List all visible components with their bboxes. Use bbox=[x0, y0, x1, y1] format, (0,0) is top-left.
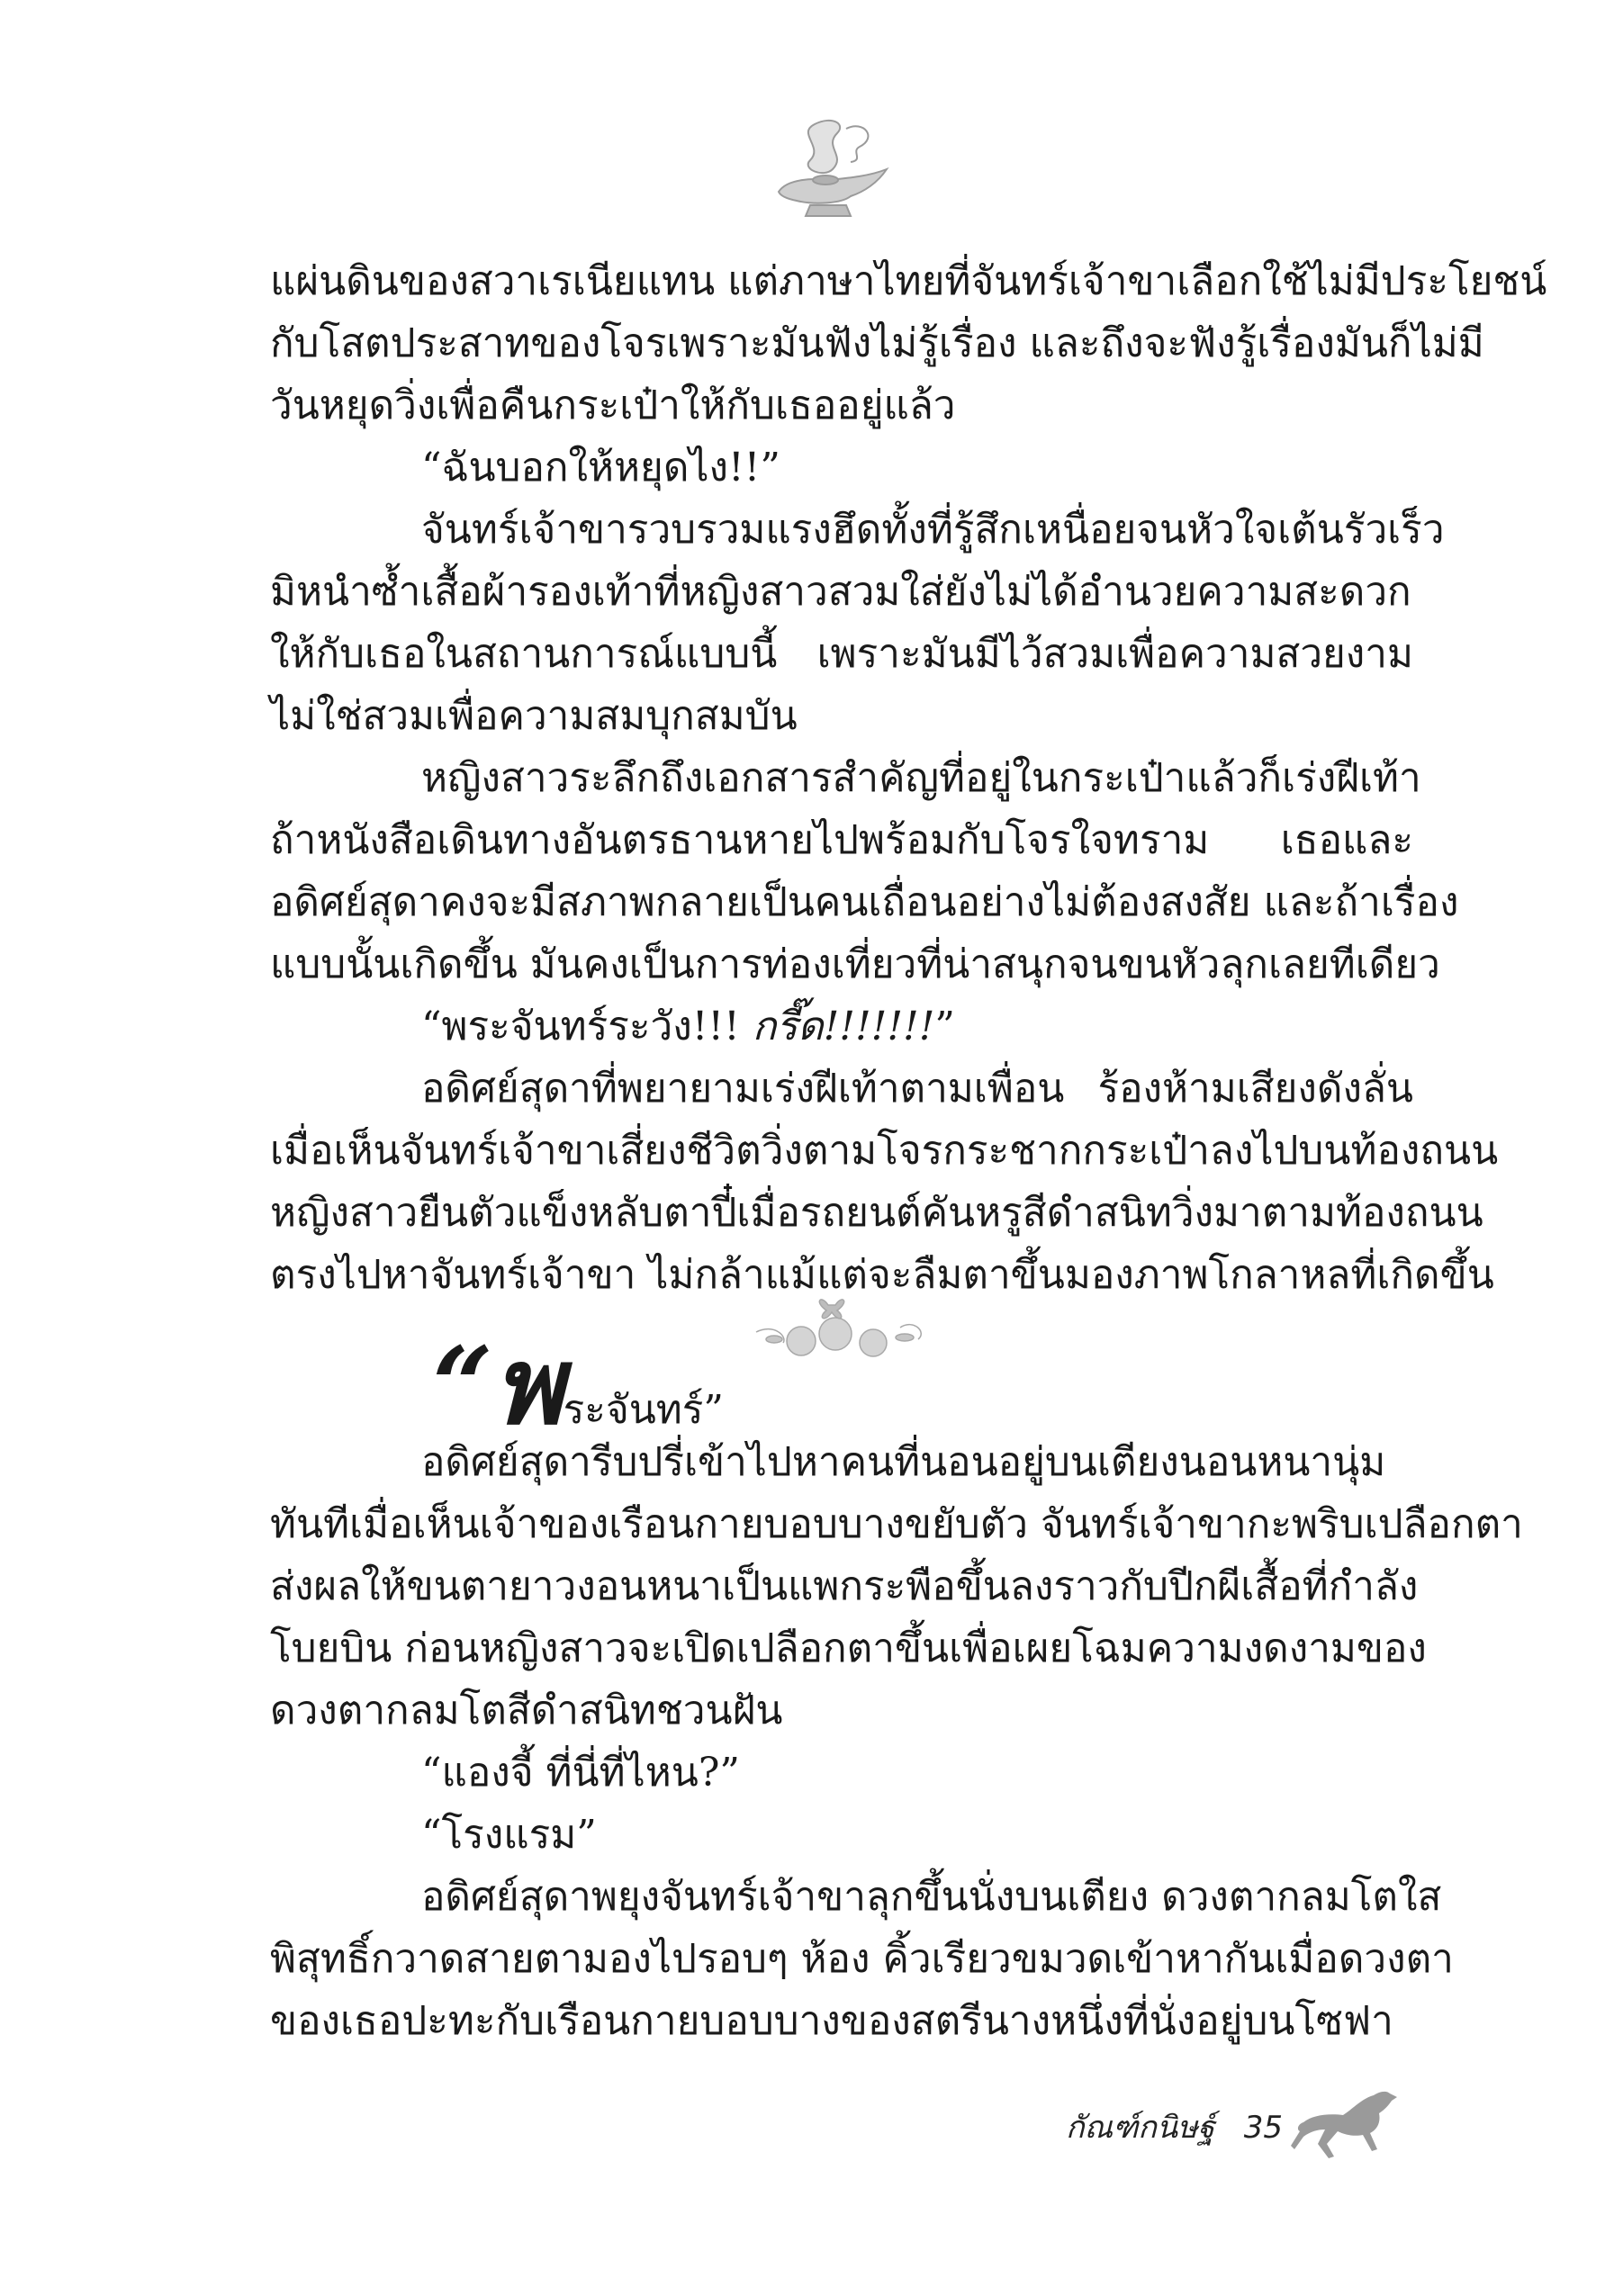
text-line: ถ้าหนังสือเดินทางอันตรธานหายไปพร้อมกับโจรใจทราม เธอและ bbox=[270, 817, 1413, 863]
text-line: ตรงไปหาจันทร์เจ้าขา ไม่กล้าแม้แต่จะลืมตาขึ้นมองภาพโกลาหลที่เกิดขึ้น bbox=[270, 1252, 1494, 1298]
text-line: พิสุทธิ์กวาดสายตามองไปรอบๆ ห้อง คิ้วเรียวขมวดเข้าหากันเมื่อดวงตา bbox=[270, 1936, 1454, 1982]
dialogue-line: “แองจี้ ที่นี่ที่ไหน?” bbox=[421, 1750, 740, 1796]
page-number: 35 bbox=[1243, 2110, 1283, 2146]
dialogue-line bbox=[270, 995, 1413, 1058]
text-line: หญิงสาวระลึกถึงเอกสารสำคัญที่อยู่ในกระเป๋าแล้วก็เร่งฝีเท้า bbox=[421, 755, 1421, 801]
text-line: ส่งผลให้ขนตายาวงอนหนาเป็นแพกระพือขึ้นลงราวกับปีกผีเสื้อที่กำลัง bbox=[270, 1563, 1419, 1609]
dialogue-line: “ฉันบอกให้หยุดไง!!” bbox=[421, 445, 780, 491]
text-line: แผ่นดินของสวาเรเนียแทน แต่ภาษาไทยที่จันทร์เจ้าขาเลือกใช้ไม่มีประโยชน์ bbox=[270, 258, 1547, 304]
quote-close: ” bbox=[934, 1004, 955, 1049]
text-line: ดวงตากลมโตสีดำสนิทชวนฝัน bbox=[270, 1688, 783, 1733]
genie-lamp-icon bbox=[761, 106, 896, 232]
page-footer bbox=[1026, 2079, 1404, 2169]
text-line: โบยบิน ก่อนหญิงสาวจะเปิดเปลือกตาขึ้นเพื่อเผยโฉมความงดงามของ bbox=[270, 1625, 1427, 1671]
text-line: อดิศย์สุดาที่พยายามเร่งฝีเท้าตามเพื่อน ร้องห้ามเสียงดังลั่น bbox=[421, 1066, 1413, 1112]
text-line: แบบนั้นเกิดขึ้น มันคงเป็นการท่องเที่ยวที่น่าสนุกจนขนหัวลุกเลยทีเดียว bbox=[270, 941, 1440, 987]
text-line: วันหยุดวิ่งเพื่อคืนกระเป๋าให้กับเธออยู่แล้ว bbox=[270, 383, 956, 428]
author-name: กัณฑ์กนิษฐ์ bbox=[1065, 2110, 1215, 2146]
flower-butterfly-ornament bbox=[738, 1278, 936, 1368]
text-line: เมื่อเห็นจันทร์เจ้าขาเสี่ยงชีวิตวิ่งตามโจรกระชากกระเป๋าลงไปบนท้องถนน bbox=[270, 1128, 1499, 1174]
running-horse-icon bbox=[1287, 2079, 1404, 2169]
dialogue-line: “โรงแรม” bbox=[421, 1812, 597, 1858]
chapter-dropcap-line bbox=[432, 1323, 724, 1448]
dropcap-rest-text: ระจันทร์” bbox=[563, 1387, 724, 1433]
text-line: ของเธอปะทะกับเรือนกายบอบบางของสตรีนางหนึ่งที่นั่งอยู่บนโซฟา bbox=[270, 1998, 1393, 2044]
text-line: มิหนำซ้ำเสื้อผ้ารองเท้าที่หญิงสาวสวมใส่ยังไม่ได้อำนวยความสะดวก bbox=[270, 569, 1411, 615]
text-line: อดิศย์สุดารีบปรี่เข้าไปหาคนที่นอนอยู่บนเตียงนอนหนานุ่ม bbox=[421, 1439, 1386, 1485]
body-text-section-1 bbox=[270, 250, 1547, 1306]
scream-text: กรี๊ด!!!!!!! bbox=[752, 1004, 935, 1049]
text-line: อดิศย์สุดาพยุงจันทร์เจ้าขาลุกขึ้นนั่งบนเตียง ดวงตากลมโตใส bbox=[421, 1874, 1442, 1920]
text-line: จันทร์เจ้าขารวบรวมแรงฮึดทั้งที่รู้สึกเหนื่อยจนหัวใจเต้นรัวเร็ว bbox=[421, 507, 1445, 553]
text-line: กับโสตประสาทของโจรเพราะมันฟังไม่รู้เรื่อง และถึงจะฟังรู้เรื่องมันก็ไม่มี bbox=[270, 320, 1484, 366]
body-text-section-2 bbox=[270, 1431, 1523, 2052]
text-line: อดิศย์สุดาคงจะมีสภาพกลายเป็นคนเถื่อนอย่างไม่ต้องสงสัย และถ้าเรื่อง bbox=[270, 879, 1459, 925]
footer-label bbox=[1066, 2102, 1283, 2151]
text-line: ไม่ใช่สวมเพื่อความสมบุกสมบัน bbox=[270, 693, 798, 739]
dropcap-letter: พ bbox=[492, 1323, 564, 1448]
text-line: หญิงสาวยืนตัวแข็งหลับตาปี๋เมื่อรถยนต์คันหรูสีดำสนิทวิ่งมาตามท้องถนน bbox=[270, 1190, 1483, 1236]
dropcap-quote: “ bbox=[432, 1323, 493, 1448]
shout-text: “พระจันทร์ระวัง!!! bbox=[421, 1004, 753, 1049]
text-line: ทันทีเมื่อเห็นเจ้าของเรือนกายบอบบางขยับตัว จันทร์เจ้าขากะพริบเปลือกตา bbox=[270, 1501, 1523, 1547]
text-line: ให้กับเธอในสถานการณ์แบบนี้ เพราะมันมีไว้สวมเพื่อความสวยงาม bbox=[270, 631, 1413, 677]
